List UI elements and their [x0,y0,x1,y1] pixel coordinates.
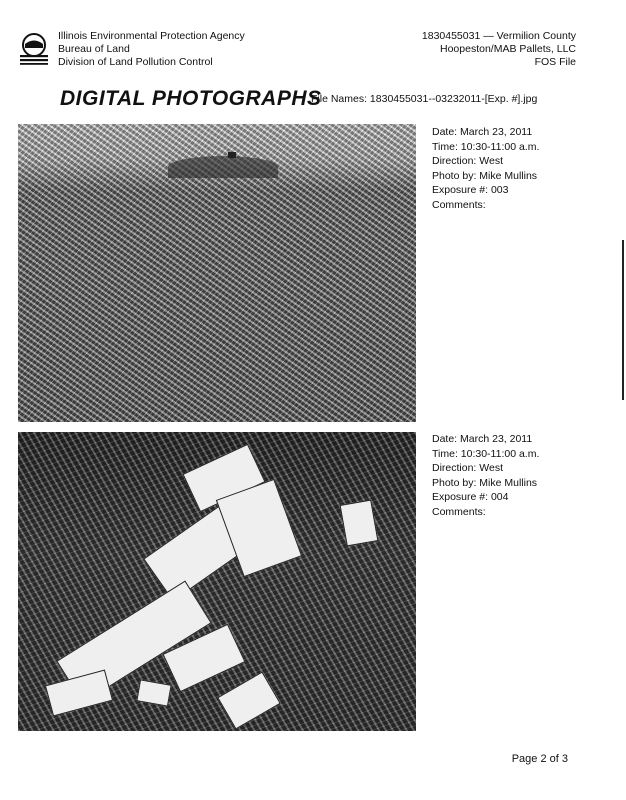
bureau-name: Bureau of Land [58,43,130,55]
photo-004 [18,432,416,731]
site-id-county: 1830455031 — Vermilion County [421,30,576,42]
agency-name: Illinois Environmental Protection Agency [58,30,245,42]
photo-date: Date: March 23, 2011 [432,433,533,445]
page-title: DIGITAL PHOTOGRAPHS [60,87,322,110]
photo-by: Photo by: Mike Mullins [432,169,538,182]
photo-comments: Comments: [432,505,486,518]
photo-date: Date: March 23, 2011 [432,126,533,138]
photo-by: Photo by: Mike Mullins [432,476,538,489]
agency-block [58,30,245,69]
photo-003-details [432,125,539,213]
photo-comments: Comments: [432,198,486,211]
page-number: Page 2 of 3 [511,753,568,765]
file-names: File Names: 1830455031--03232011-[Exp. #].jpg [311,93,538,105]
photo-003 [18,124,416,422]
scan-edge-mark [622,240,624,400]
photo-time: Time: 10:30-11:00 a.m. [432,447,540,460]
photo-exposure: Exposure #: 004 [432,491,509,504]
photo-exposure: Exposure #: 003 [432,184,509,197]
photo-direction: Direction: West [432,462,503,475]
site-block [422,30,576,69]
photo-direction: Direction: West [432,155,503,168]
photo-004-details [432,432,539,520]
file-type: FOS File [534,56,576,68]
illinois-epa-logo-icon [16,33,52,65]
photo-time: Time: 10:30-11:00 a.m. [432,140,540,153]
site-name: Hoopeston/MAB Pallets, LLC [440,43,576,55]
division-name: Division of Land Pollution Control [58,56,213,68]
